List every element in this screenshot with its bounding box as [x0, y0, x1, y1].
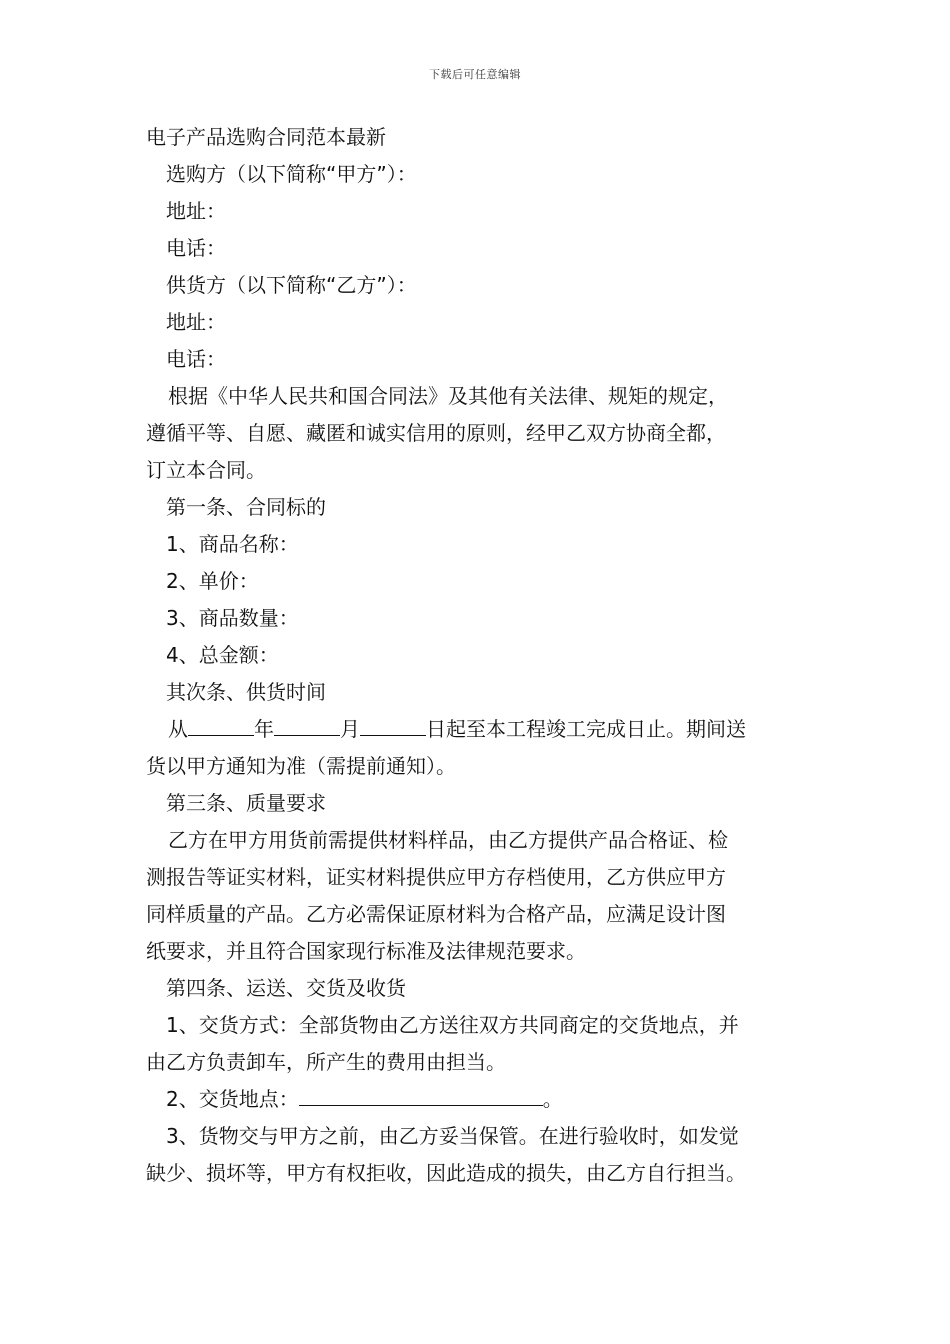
seller-address: 地址： [166, 310, 226, 334]
delivery-method-line-1: 1、交货方式：全部货物由乙方送往双方共同商定的交货地点，并 [166, 1013, 739, 1037]
page-header-note: 下载后可任意编辑 [429, 68, 521, 81]
quality-line-3: 同样质量的产品。乙方必需保证原材料为合格产品，应满足设计图 [146, 902, 726, 926]
buyer-phone: 电话： [166, 236, 226, 260]
contract-title: 电子产品选购合同范本最新 [146, 125, 386, 149]
buyer-line: 选购方（以下简称“甲方”）： [166, 162, 417, 186]
date-suffix: 日起至本工程竣工完成日止。期间送 [426, 717, 746, 741]
preamble-line-2: 遵循平等、自愿、藏匿和诚实信用的原则，经甲乙双方协商全都， [146, 421, 726, 445]
article-1-item: 2、单价： [166, 569, 259, 593]
article-1-item: 4、总金额： [166, 643, 279, 667]
article-3-heading: 第三条、质量要求 [166, 791, 326, 815]
buyer-address: 地址： [166, 199, 226, 223]
month-label: 月 [340, 717, 360, 741]
year-label: 年 [254, 717, 274, 741]
custody-line-2: 缺少、损坏等，甲方有权拒收，因此造成的损失，由乙方自行担当。 [146, 1161, 746, 1185]
delivery-place-blank [299, 1083, 543, 1106]
quality-line-4: 纸要求，并且符合国家现行标准及法律规范要求。 [146, 939, 586, 963]
day-blank [360, 713, 426, 736]
custody-line-1: 3、货物交与甲方之前，由乙方妥当保管。在进行验收时，如发觉 [166, 1124, 739, 1148]
seller-phone: 电话： [166, 347, 226, 371]
article-1-heading: 第一条、合同标的 [166, 495, 326, 519]
article-1-item: 1、商品名称： [166, 532, 299, 556]
delivery-date-line-2: 货以甲方通知为准（需提前通知）。 [146, 754, 456, 778]
delivery-place-label: 2、交货地点： [166, 1087, 299, 1111]
date-prefix: 从 [168, 717, 188, 741]
contract-body [146, 119, 826, 1192]
preamble-line-1: 根据《中华人民共和国合同法》及其他有关法律、规矩的规定， [168, 384, 728, 408]
year-blank [188, 713, 254, 736]
delivery-place-end: 。 [542, 1087, 563, 1111]
quality-line-2: 测报告等证实材料，证实材料提供应甲方存档使用，乙方供应甲方 [146, 865, 726, 889]
delivery-date-line [146, 711, 826, 748]
delivery-place-line [146, 1081, 826, 1118]
quality-line-1: 乙方在甲方用货前需提供材料样品，由乙方提供产品合格证、检 [168, 828, 728, 852]
delivery-method-line-2: 由乙方负责卸车，所产生的费用由担当。 [146, 1050, 506, 1074]
article-4-heading: 第四条、运送、交货及收货 [166, 976, 406, 1000]
seller-line: 供货方（以下简称“乙方”）： [166, 273, 417, 297]
article-2-heading: 其次条、供货时间 [166, 680, 326, 704]
month-blank [274, 713, 340, 736]
article-1-item: 3、商品数量： [166, 606, 299, 630]
preamble-line-3: 订立本合同。 [146, 458, 266, 482]
